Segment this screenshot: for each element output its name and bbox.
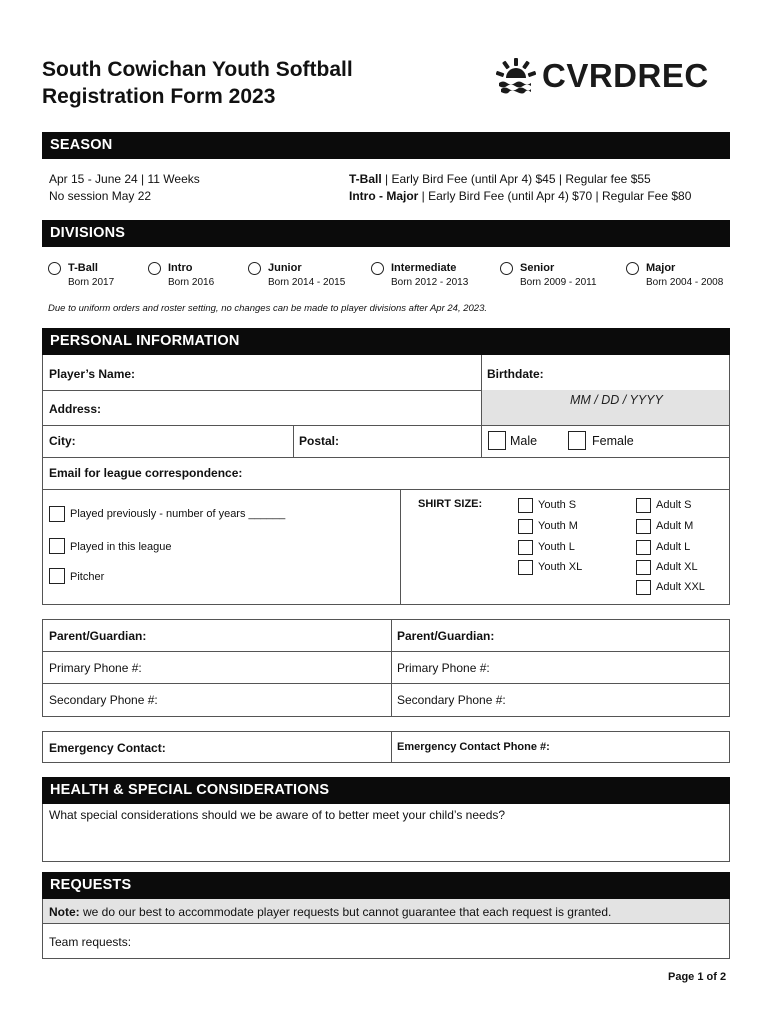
female-checkbox[interactable] (568, 431, 586, 450)
adult-xxl-label: Adult XXL (656, 581, 705, 593)
birthdate-placeholder: MM / DD / YYYY (570, 393, 663, 407)
personal-heading: PERSONAL INFORMATION (42, 328, 730, 355)
emergency-phone-label: Emergency Contact Phone #: (397, 741, 550, 753)
division-name: Senior (520, 262, 555, 274)
division-radio[interactable] (626, 262, 639, 275)
tball-label: T-Ball (349, 172, 382, 186)
division-name: Intermediate (391, 262, 457, 274)
tball-fees: | Early Bird Fee (until Apr 4) $45 | Regular fee $55 (381, 172, 651, 186)
team-requests-label[interactable]: Team requests: (49, 935, 132, 949)
youth-s-checkbox[interactable] (518, 498, 533, 513)
youth-s-label: Youth S (538, 499, 577, 511)
row-divider (42, 489, 730, 490)
adult-xl-checkbox[interactable] (636, 560, 651, 575)
youth-l-checkbox[interactable] (518, 540, 533, 555)
season-no-session: No session May 22 (49, 189, 152, 203)
title-line-2: Registration Form 2023 (42, 85, 276, 108)
division-born: Born 2017 (68, 277, 115, 288)
division-radio[interactable] (48, 262, 61, 275)
division-radio[interactable] (500, 262, 513, 275)
secondary-phone-2-label: Secondary Phone #: (397, 693, 506, 707)
email-label: Email for league correspondence: (49, 466, 243, 480)
male-checkbox[interactable] (488, 431, 506, 450)
youth-l-label: Youth L (538, 541, 575, 553)
primary-phone-1-label: Primary Phone #: (49, 661, 142, 675)
pitcher-checkbox[interactable] (49, 568, 65, 584)
requests-note-label: Note: (49, 905, 80, 919)
adult-m-label: Adult M (656, 520, 694, 532)
youth-xl-checkbox[interactable] (518, 560, 533, 575)
row-divider (42, 425, 730, 426)
postal-label: Postal: (299, 434, 340, 448)
youth-m-checkbox[interactable] (518, 519, 533, 534)
adult-l-checkbox[interactable] (636, 540, 651, 555)
division-junior[interactable] (248, 262, 346, 288)
primary-phone-2-label: Primary Phone #: (397, 661, 490, 675)
row-divider (42, 390, 481, 391)
address-label: Address: (49, 402, 102, 416)
requests-note-text: we do our best to accommodate player requests but cannot guarantee that each request is granted. (79, 905, 612, 919)
adult-s-checkbox[interactable] (636, 498, 651, 513)
cvrdrec-logo (496, 55, 736, 97)
intro-fees: | Early Bird Fee (until Apr 4) $70 | Regular Fee $80 (418, 189, 692, 203)
page-number: Page 1 of 2 (668, 971, 727, 983)
division-intro[interactable] (148, 262, 215, 288)
division-born: Born 2004 - 2008 (646, 277, 724, 288)
adult-s-label: Adult S (656, 499, 692, 511)
division-born: Born 2016 (168, 277, 215, 288)
requests-heading: REQUESTS (42, 872, 730, 899)
intro-fees-line (349, 188, 691, 205)
parent-guardian-1-label: Parent/Guardian: (49, 629, 147, 643)
shirt-size-label: SHIRT SIZE: (418, 498, 483, 510)
division-radio[interactable] (248, 262, 261, 275)
row-divider (42, 683, 730, 684)
adult-m-checkbox[interactable] (636, 519, 651, 534)
pitcher-label: Pitcher (70, 571, 105, 583)
female-label: Female (592, 434, 634, 448)
row-divider (42, 923, 730, 924)
divisions-heading: DIVISIONS (42, 220, 730, 247)
played-league-label: Played in this league (70, 541, 172, 553)
male-label: Male (510, 434, 538, 448)
row-divider (42, 457, 730, 458)
logo-text: CVRDREC (542, 57, 709, 94)
divisions-note: Due to uniform orders and roster setting, no changes can be made to player divisions after Apr 24, 2023. (48, 303, 488, 314)
division-radio[interactable] (148, 262, 161, 275)
season-dates: Apr 15 - June 24 | 11 Weeks (49, 172, 200, 186)
emergency-contact-label: Emergency Contact: (49, 741, 166, 755)
division-name: Intro (168, 262, 193, 274)
parent-guardian-2-label: Parent/Guardian: (397, 629, 495, 643)
played-league-checkbox[interactable] (49, 538, 65, 554)
col-divider (293, 425, 294, 457)
players-name-label: Player’s Name: (49, 367, 136, 381)
division-major[interactable] (626, 262, 724, 288)
city-label: City: (49, 434, 76, 448)
page-title (42, 56, 353, 110)
requests-note (49, 905, 611, 919)
youth-xl-label: Youth XL (538, 561, 583, 573)
division-name: Major (646, 262, 676, 274)
health-question: What special considerations should we be aware of to better meet your child’s needs? (49, 808, 506, 822)
division-tball[interactable] (48, 262, 115, 288)
col-divider (391, 731, 392, 763)
division-born: Born 2014 - 2015 (268, 277, 346, 288)
division-name: Junior (268, 262, 302, 274)
health-heading: HEALTH & SPECIAL CONSIDERATIONS (42, 777, 730, 804)
row-divider (42, 651, 730, 652)
birthdate-label: Birthdate: (487, 367, 544, 381)
adult-l-label: Adult L (656, 541, 691, 553)
title-line-1: South Cowichan Youth Softball (42, 58, 353, 81)
adult-xxl-checkbox[interactable] (636, 580, 651, 595)
division-intermediate[interactable] (371, 262, 469, 288)
division-born: Born 2009 - 2011 (520, 277, 597, 288)
col-divider (400, 489, 401, 605)
tball-fees-line (349, 171, 651, 188)
col-divider (481, 355, 482, 457)
sun-waves-logo-icon (496, 56, 536, 96)
division-name: T-Ball (68, 262, 98, 274)
col-divider (391, 619, 392, 717)
division-born: Born 2012 - 2013 (391, 277, 469, 288)
adult-xl-label: Adult XL (656, 561, 698, 573)
intro-label: Intro - Major (349, 189, 419, 203)
division-senior[interactable] (500, 262, 597, 288)
season-heading: SEASON (42, 132, 730, 159)
youth-m-label: Youth M (538, 520, 578, 532)
secondary-phone-1-label: Secondary Phone #: (49, 693, 158, 707)
played-previously-label: Played previously - number of years ______ (70, 508, 286, 520)
division-radio[interactable] (371, 262, 384, 275)
played-previously-checkbox[interactable] (49, 506, 65, 522)
